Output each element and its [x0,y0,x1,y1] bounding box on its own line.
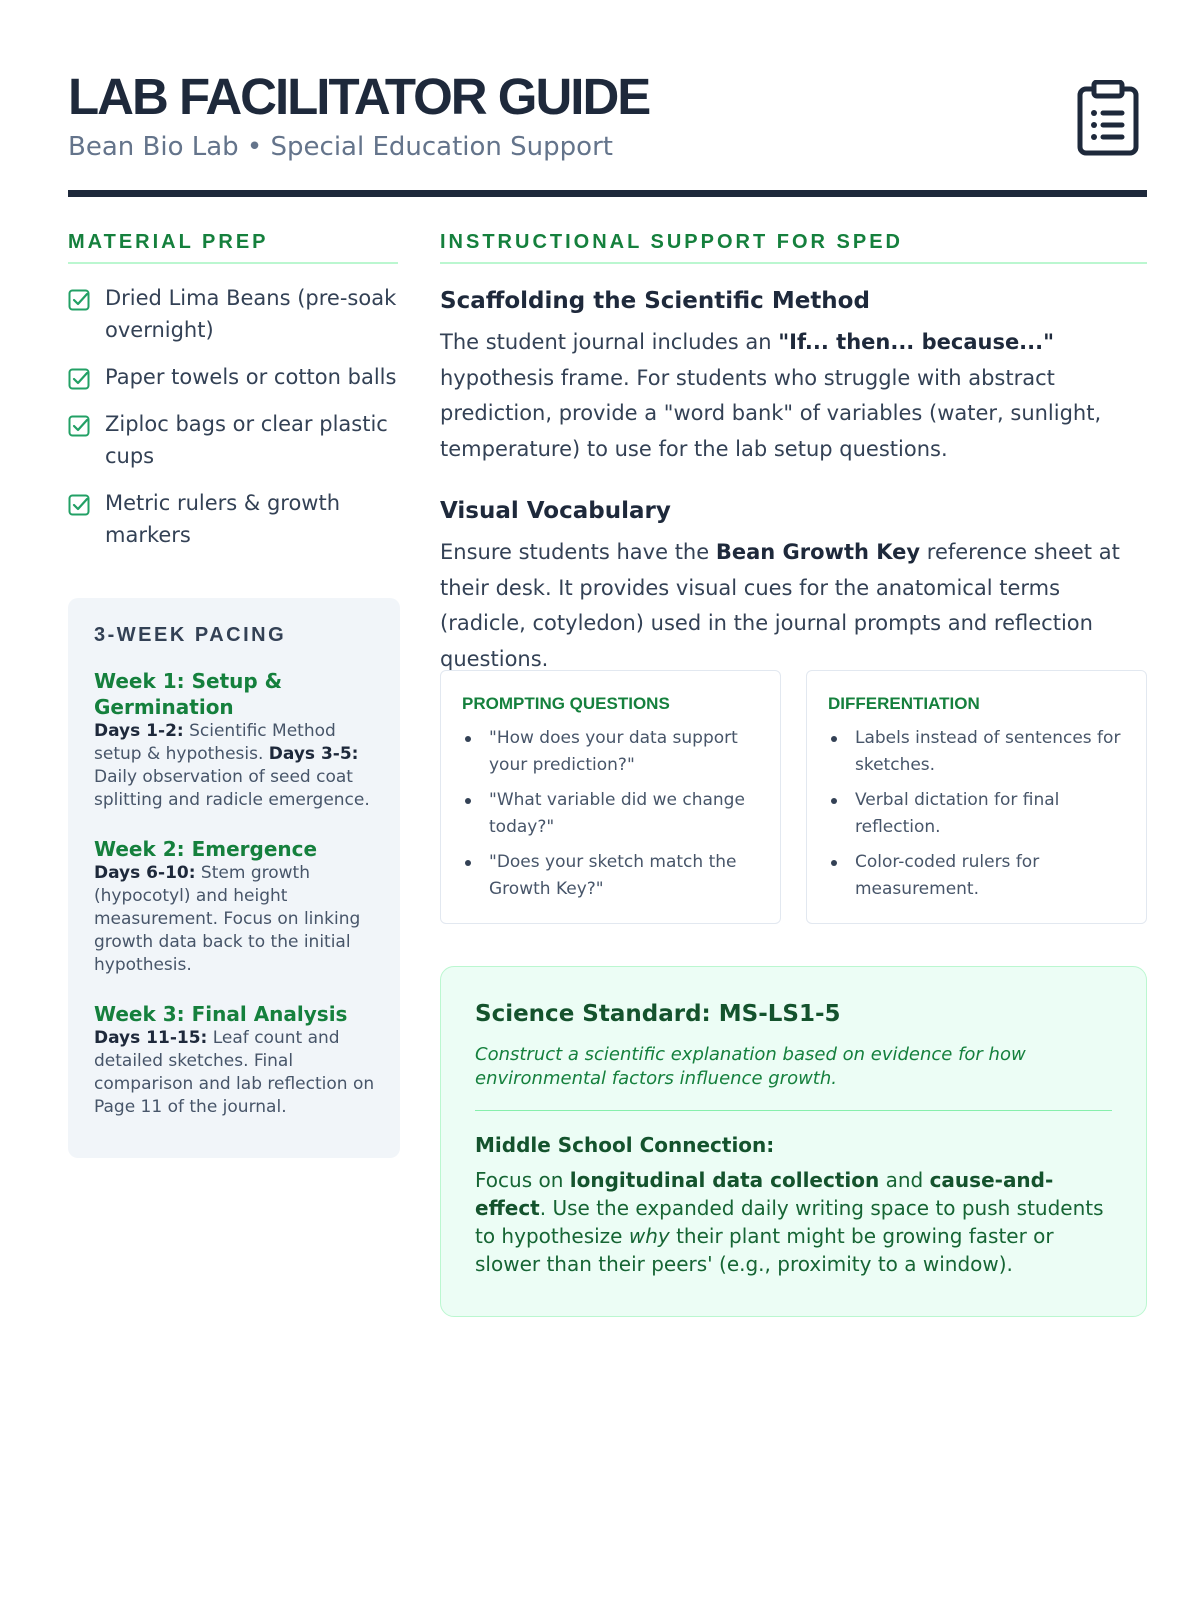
connection-text: Focus on longitudinal data collection and cause-and-effect. Use the expanded daily writing space to push students to hypothesize why their plant might be growing faster or slower than their peers' (e.g., proximity to a window). [475,1168,1104,1276]
week-title: Week 1: Setup & Germination [94,669,283,719]
week-title: Week 3: Final Analysis [94,1002,348,1026]
instructional-heading: INSTRUCTIONAL SUPPORT FOR SPED [440,230,1147,264]
week-description: Days 6-10: Stem growth (hypocotyl) and height measurement. Focus on linking growth data back to the initial hypothesis. [94,863,361,975]
page-subtitle: Bean Bio Lab • Special Education Support [68,132,613,162]
list-item [68,487,398,551]
list-item [68,282,398,346]
vocabulary-text: Ensure students have the Bean Growth Key reference sheet at their desk. It provides visual cues for the anatomical terms (radicle, cotyledon) used in the journal prompts and reflection questions. [440,540,1120,671]
standard-quote: Construct a scientific explanation based on evidence for how environmental factors influence growth. [475,1043,1112,1111]
material-prep-heading: MATERIAL PREP [68,230,398,264]
list-item: Verbal dictation for final reflection. [828,787,1126,841]
list-item: "What variable did we change today?" [462,787,760,841]
week-block [94,1001,376,1119]
list-item: Labels instead of sentences for sketches. [828,725,1126,779]
checkbox-checked-icon [68,368,90,390]
differentiation-list [828,725,1126,903]
checkbox-checked-icon [68,494,90,516]
scaffolding-title: Scaffolding the Scientific Method [440,288,870,314]
standard-title: Science Standard: MS-LS1-5 [475,1001,841,1027]
science-standard-box [440,966,1147,1317]
scaffolding-text: The student journal includes an "If... then... because..." hypothesis frame. For students who struggle with abstract prediction, provide a "word bank" of variables (water, sunlight, temperature) to use for the lab setup questions. [440,330,1102,461]
pacing-panel [68,598,400,1158]
material-list [68,282,398,566]
list-item [68,408,398,472]
prompting-list [462,725,760,903]
list-item: Color-coded rulers for measurement. [828,849,1126,903]
card-title: DIFFERENTIATION [828,694,980,713]
week-block [94,668,376,812]
header-divider [68,190,1147,197]
material-item-label: Ziploc bags or clear plastic cups [105,412,388,468]
page-title: LAB FACILITATOR GUIDE [68,68,650,125]
prompting-questions-card [440,670,781,924]
differentiation-card [806,670,1147,924]
material-item-label: Metric rulers & growth markers [105,491,341,547]
list-item: "Does your sketch match the Growth Key?" [462,849,760,903]
clipboard-list-icon [1077,80,1139,156]
week-description: Days 1-2: Scientific Method setup & hypothesis. Days 3-5: Daily observation of seed coat splitting and radicle emergence. [94,721,370,810]
material-item-label: Paper towels or cotton balls [105,365,397,389]
vocabulary-title: Visual Vocabulary [440,498,671,524]
card-title: PROMPTING QUESTIONS [462,694,670,713]
facilitator-guide-page [68,0,1147,1600]
material-item-label: Dried Lima Beans (pre-soak overnight) [105,286,397,342]
week-title: Week 2: Emergence [94,837,318,861]
page-header [68,66,1147,196]
checkbox-checked-icon [68,289,90,311]
week-block [94,836,376,977]
list-item: "How does your data support your prediction?" [462,725,760,779]
checkbox-checked-icon [68,415,90,437]
pacing-heading: 3-WEEK PACING [94,624,287,646]
week-description: Days 11-15: Leaf count and detailed sketches. Final comparison and lab reflection on Page 11 of the journal. [94,1028,375,1117]
list-item [68,361,398,393]
connection-title: Middle School Connection: [475,1133,775,1157]
